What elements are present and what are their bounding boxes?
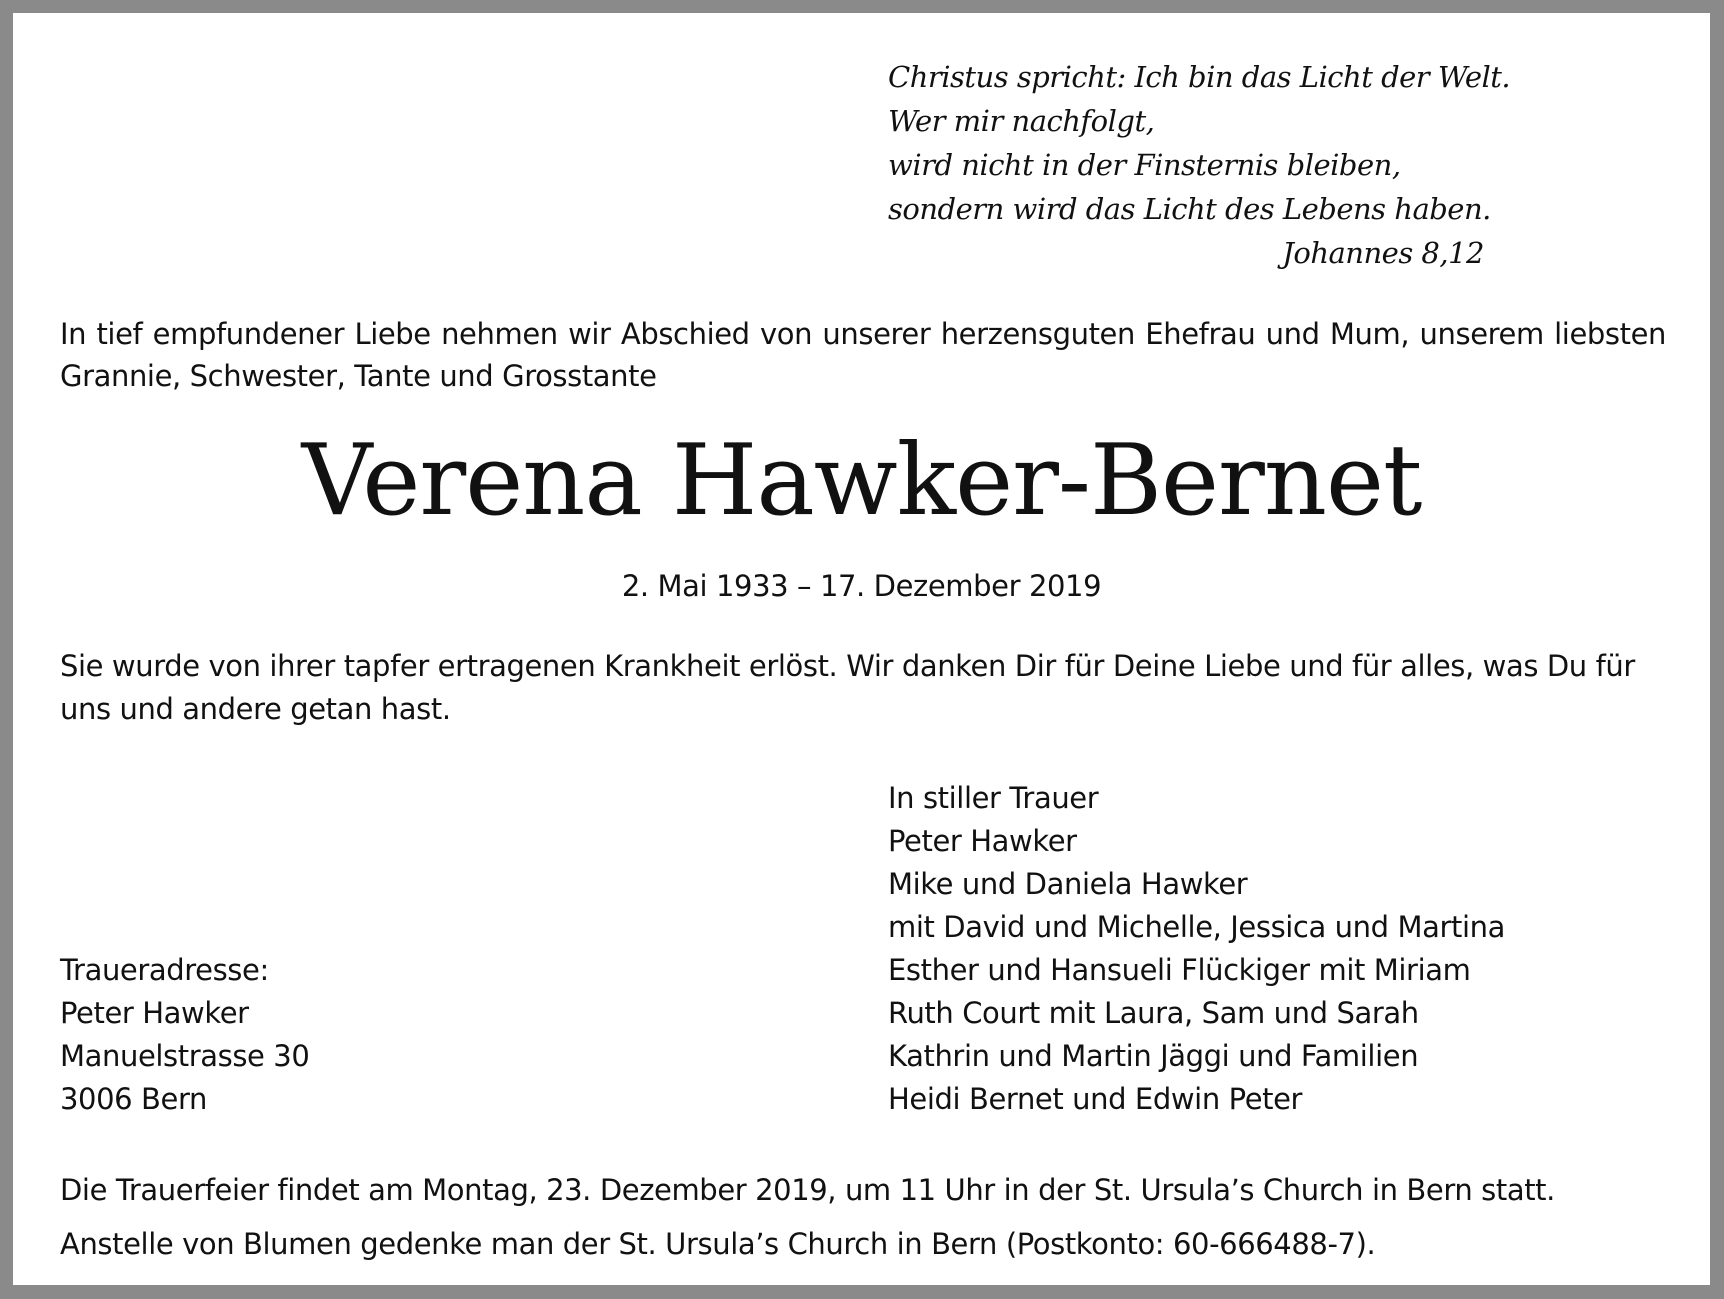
verse-line: Wer mir nachfolgt,: [888, 104, 1155, 138]
verse-line: sondern wird das Licht des Lebens haben.: [888, 192, 1491, 226]
verse-line: wird nicht in der Finsternis bleiben,: [888, 148, 1401, 182]
intro-text: In tief empfundener Liebe nehmen wir Abschied von unserer herzensguten Ehefrau und Mum, unserem liebsten Grannie, Schwester, Tante und Grosstante: [60, 317, 1666, 393]
mourners-list: [888, 777, 1688, 1121]
verse-line: Christus spricht: Ich bin das Licht der Welt.: [888, 60, 1511, 94]
address-name: Peter Hawker: [60, 996, 249, 1030]
mourner-name: Esther und Hansueli Flückiger mit Miriam: [888, 953, 1471, 987]
address-label: Traueradresse:: [60, 953, 269, 987]
verse-reference: Johannes 8,12: [1282, 236, 1484, 270]
obituary-notice: [13, 13, 1710, 1285]
mourner-name: Ruth Court mit Laura, Sam und Sarah: [888, 996, 1419, 1030]
ceremony-text: Die Trauerfeier findet am Montag, 23. Dezember 2019, um 11 Uhr in der St. Ursula’s Church in Bern statt.: [60, 1173, 1555, 1207]
mourning-address: [60, 949, 660, 1121]
mourner-name: Peter Hawker: [888, 824, 1077, 858]
mourner-name: Mike und Daniela Hawker: [888, 867, 1248, 901]
service-info: [60, 1163, 1700, 1271]
address-street: Manuelstrasse 30: [60, 1039, 310, 1073]
mourner-name: Kathrin und Martin Jäggi und Familien: [888, 1039, 1419, 1073]
donation-text: Anstelle von Blumen gedenke man der St. Ursula’s Church in Bern (Postkonto: 60-666488-7).: [60, 1227, 1376, 1261]
deceased-name: Verena Hawker-Bernet: [301, 424, 1422, 538]
address-city: 3006 Bern: [60, 1082, 207, 1116]
message-text: Sie wurde von ihrer tapfer ertragenen Krankheit erlöst. Wir danken Dir für Deine Liebe und für alles, was Du für uns und andere getan hast.: [60, 649, 1635, 726]
mourners-heading: In stiller Trauer: [888, 781, 1099, 815]
bible-verse: [888, 55, 1511, 275]
life-dates: 2. Mai 1933 – 17. Dezember 2019: [621, 569, 1102, 603]
mourner-name: mit David und Michelle, Jessica und Martina: [888, 910, 1505, 944]
mourner-name: Heidi Bernet und Edwin Peter: [888, 1082, 1303, 1116]
